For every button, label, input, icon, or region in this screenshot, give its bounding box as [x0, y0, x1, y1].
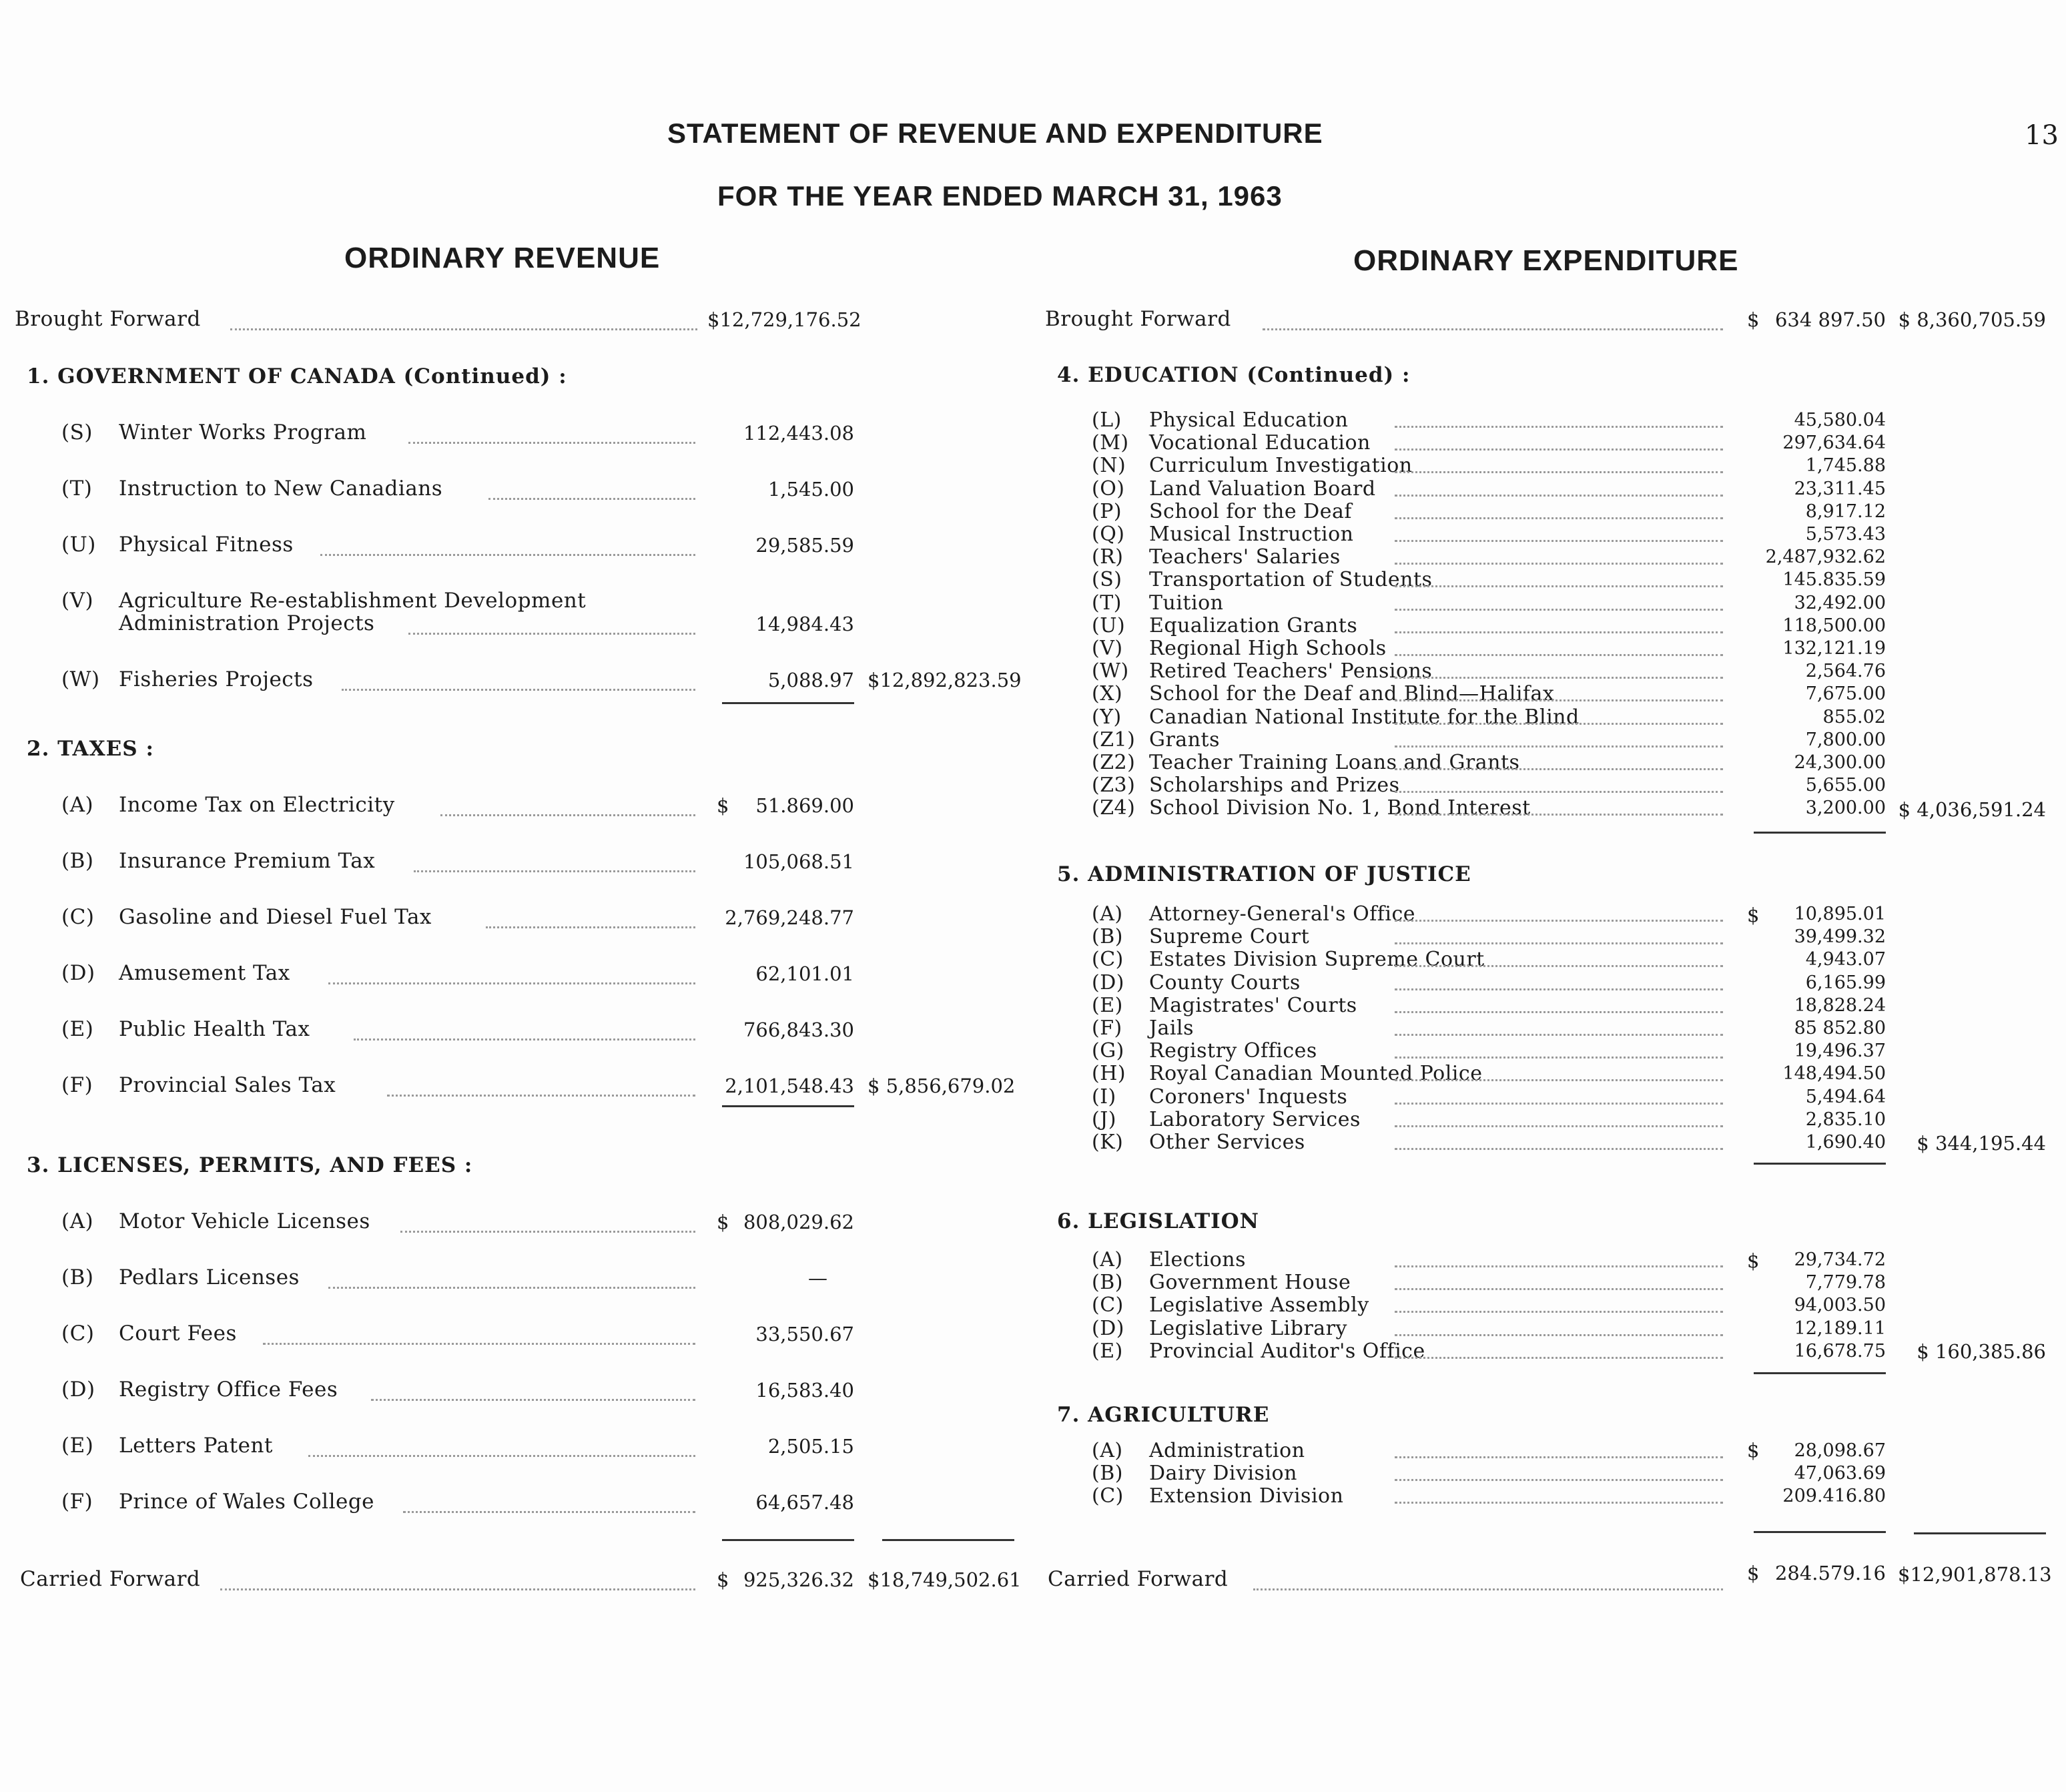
list-item: (C) Gasoline and Diesel Fuel Tax	[61, 905, 432, 929]
list-item: (D) County Courts	[1092, 970, 1301, 994]
item-amount: 39,499.32	[1794, 926, 1886, 948]
item-amount: 2,564.76	[1805, 661, 1886, 682]
section-total: $ 160,385.86	[1917, 1340, 2046, 1363]
list-item: (V) Agriculture Re-establishment Development	[61, 589, 587, 613]
dot-leader	[1395, 517, 1723, 519]
list-item: (A) Motor Vehicle Licenses	[61, 1209, 370, 1233]
dot-leader	[1395, 585, 1723, 587]
dot-leader	[1395, 1456, 1723, 1458]
dot-leader	[1395, 1479, 1723, 1481]
item-amount: 105,068.51	[743, 850, 854, 873]
dot-leader	[1395, 1148, 1723, 1150]
item-amount: 7,800.00	[1805, 729, 1886, 750]
item-amount: 7,675.00	[1805, 683, 1886, 705]
item-amount: 1,745.88	[1805, 455, 1886, 477]
dot-leader	[328, 982, 695, 984]
dot-leader	[1263, 328, 1723, 330]
list-item: (B) Pedlars Licenses	[61, 1265, 300, 1289]
list-item: (C) Extension Division	[1092, 1484, 1344, 1508]
list-item: (G) Registry Offices	[1092, 1039, 1317, 1063]
dot-leader	[1395, 1079, 1723, 1081]
list-item: (E) Magistrates' Courts	[1092, 993, 1357, 1017]
list-item: (D) Registry Office Fees	[61, 1378, 338, 1402]
revenue-title: ORDINARY REVENUE	[344, 242, 661, 274]
item-amount: 2,505.15	[767, 1435, 854, 1458]
dot-leader	[1395, 1265, 1723, 1267]
section-total: $12,892,823.59	[868, 669, 1022, 691]
list-item: (B) Dairy Division	[1092, 1462, 1297, 1486]
list-item: (C) Legislative Assembly	[1092, 1293, 1369, 1317]
dot-leader	[1395, 449, 1723, 451]
subtotal-rule	[1754, 1372, 1886, 1374]
item-amount: 2,487,932.62	[1765, 547, 1886, 568]
item-amount: 297,634.64	[1782, 432, 1886, 454]
dot-leader	[486, 926, 695, 928]
dollar-sign: $	[1747, 1439, 1760, 1462]
expenditure-carried-forward-amount: 284.579.16	[1774, 1562, 1886, 1584]
item-amount: 10,895.01	[1794, 904, 1886, 924]
section-heading: 3. LICENSES, PERMITS, AND FEES :	[27, 1153, 473, 1177]
subtotal-rule	[722, 1539, 854, 1541]
dot-leader	[387, 1095, 695, 1097]
dot-leader	[1395, 1125, 1723, 1127]
page-title: STATEMENT OF REVENUE AND EXPENDITURE	[667, 117, 1323, 149]
item-amount: 766,843.30	[743, 1018, 854, 1041]
item-amount: 62,101.01	[755, 962, 854, 985]
item-amount: 7,779.78	[1805, 1272, 1886, 1293]
dot-leader	[1395, 988, 1723, 990]
list-item: (B) Supreme Court	[1092, 925, 1310, 949]
dot-leader	[320, 554, 695, 556]
dollar-sign: $	[717, 1568, 729, 1591]
list-item: (A) Income Tax on Electricity	[61, 793, 395, 817]
dot-leader	[1395, 942, 1723, 944]
item-amount: 14,984.43	[755, 613, 854, 635]
total-rule	[882, 1539, 1014, 1541]
list-item: (Y) Canadian National Institute for the Blind	[1092, 705, 1580, 729]
item-amount: 16,678.75	[1794, 1340, 1886, 1362]
item-amount: 209.416.80	[1782, 1486, 1886, 1507]
dot-leader	[1395, 609, 1723, 611]
dot-leader	[408, 442, 695, 444]
item-amount: 5,573.43	[1805, 524, 1886, 545]
dot-leader	[220, 1588, 695, 1590]
revenue-carried-forward-amount: 925,326.32	[743, 1568, 854, 1591]
dot-leader	[263, 1343, 695, 1345]
dot-leader	[1395, 920, 1723, 922]
section-heading: 6. LEGISLATION	[1057, 1209, 1260, 1233]
dollar-sign: $	[1747, 1562, 1760, 1584]
dot-leader	[1395, 654, 1723, 656]
revenue-brought-forward-label: Brought Forward	[15, 307, 201, 331]
dollar-sign: $	[717, 794, 729, 817]
revenue-carried-forward-total: $18,749,502.61	[868, 1568, 1022, 1591]
dot-leader	[1395, 631, 1723, 633]
subtotal-rule	[722, 1105, 854, 1107]
item-amount: 28,098.67	[1794, 1440, 1886, 1461]
list-item: (K) Other Services	[1092, 1131, 1305, 1154]
dot-leader	[1395, 814, 1723, 816]
item-amount: 64,657.48	[755, 1491, 854, 1514]
list-item: (N) Curriculum Investigation	[1092, 454, 1413, 478]
item-amount: 51.869.00	[755, 794, 854, 817]
dot-leader	[1253, 1588, 1723, 1590]
list-item: (S) Transportation of Students	[1092, 568, 1433, 592]
item-amount: 2,835.10	[1805, 1109, 1886, 1130]
item-amount: 19,496.37	[1794, 1040, 1886, 1062]
list-item: (E) Public Health Tax	[61, 1017, 310, 1041]
list-item: (C) Estates Division Supreme Court	[1092, 948, 1485, 972]
item-amount: 148,494.50	[1782, 1063, 1886, 1085]
list-item: (W) Retired Teachers' Pensions	[1092, 659, 1433, 683]
expenditure-carried-forward-label: Carried Forward	[1048, 1567, 1229, 1591]
subtotal-rule	[1754, 1163, 1886, 1165]
list-item: (Q) Musical Instruction	[1092, 523, 1354, 546]
section-total: $ 5,856,679.02	[868, 1075, 1016, 1097]
item-amount: 808,029.62	[743, 1211, 854, 1233]
dot-leader	[400, 1231, 695, 1233]
dot-leader	[440, 814, 695, 816]
dot-leader	[1395, 1502, 1723, 1504]
list-item: (A) Administration	[1092, 1439, 1305, 1462]
item-amount: 23,311.45	[1794, 478, 1886, 499]
item-amount: 45,580.04	[1794, 410, 1886, 430]
section-heading: 4. EDUCATION (Continued) :	[1057, 363, 1411, 387]
item-amount: 5,494.64	[1805, 1086, 1886, 1107]
list-item: (D) Amusement Tax	[61, 961, 290, 985]
dot-leader	[1395, 1103, 1723, 1105]
revenue-carried-forward-label: Carried Forward	[20, 1567, 201, 1591]
dot-leader	[1395, 745, 1723, 748]
section-total: $ 344,195.44	[1917, 1132, 2046, 1155]
list-item: (O) Land Valuation Board	[1092, 477, 1376, 501]
dot-leader	[403, 1511, 695, 1513]
list-item: (Z3) Scholarships and Prizes	[1092, 774, 1400, 798]
list-item: (A) Elections	[1092, 1248, 1246, 1271]
list-item: (Z1) Grants	[1092, 727, 1220, 752]
dot-leader	[1395, 563, 1723, 565]
list-item: (L) Physical Education	[1092, 408, 1349, 432]
item-amount: 94,003.50	[1794, 1295, 1886, 1316]
dot-leader	[1395, 1011, 1723, 1013]
item-amount: 6,165.99	[1805, 972, 1886, 993]
list-item: (Z2) Teacher Training Loans and Grants	[1092, 751, 1520, 774]
item-amount: 855.02	[1822, 706, 1886, 727]
dot-leader	[488, 498, 695, 500]
list-item: (F) Provincial Sales Tax	[61, 1073, 336, 1097]
item-amount: —	[808, 1267, 827, 1289]
dot-leader	[1395, 768, 1723, 770]
list-item: (Z4) School Division No. 1, Bond Interest	[1092, 796, 1531, 820]
dot-leader	[1395, 965, 1723, 967]
list-item: (J) Laboratory Services	[1092, 1107, 1361, 1131]
dot-leader	[1395, 540, 1723, 542]
list-item: (H) Royal Canadian Mounted Police	[1092, 1062, 1483, 1086]
section-heading: 5. ADMINISTRATION OF JUSTICE	[1057, 862, 1471, 886]
list-item: (W) Fisheries Projects	[61, 667, 314, 691]
dot-leader	[1395, 426, 1723, 428]
section-heading: 7. AGRICULTURE	[1057, 1403, 1270, 1427]
list-item: (A) Attorney-General's Office	[1092, 902, 1416, 926]
list-item: (I) Coroners' Inquests	[1092, 1085, 1348, 1109]
dot-leader	[371, 1399, 695, 1401]
expenditure-brought-forward-total: $ 8,360,705.59	[1898, 308, 2046, 331]
dot-leader	[1395, 471, 1723, 473]
item-amount: 5,655.00	[1805, 775, 1886, 796]
dot-leader	[1395, 495, 1723, 497]
expenditure-carried-forward-total: $12,901,878.13	[1898, 1563, 2052, 1586]
list-item: (R) Teachers' Salaries	[1092, 545, 1341, 569]
dot-leader	[328, 1287, 695, 1289]
revenue-brought-forward-amount: $12,729,176.52	[707, 308, 862, 331]
item-amount: 3,200.00	[1805, 798, 1886, 819]
list-item: (X) School for the Deaf and Blind—Halifax	[1092, 682, 1555, 706]
dollar-sign: $	[1747, 904, 1760, 926]
item-amount: 2,769,248.77	[725, 906, 854, 929]
item-amount: 145.835.59	[1782, 569, 1886, 591]
item-amount: 12,189.11	[1794, 1317, 1886, 1339]
dot-leader	[1395, 1288, 1723, 1290]
dot-leader	[1395, 1034, 1723, 1036]
list-item: (B) Government House	[1092, 1271, 1351, 1295]
item-amount: 132,121.19	[1782, 638, 1886, 659]
list-item: (U) Equalization Grants	[1092, 613, 1358, 637]
item-amount: 33,550.67	[755, 1323, 854, 1346]
item-amount: 2,101,548.43	[725, 1075, 854, 1097]
item-amount: 47,063.69	[1794, 1463, 1886, 1484]
subtotal-rule	[722, 702, 854, 704]
item-amount: 29,585.59	[755, 534, 854, 557]
item-amount: 16,583.40	[755, 1379, 854, 1402]
list-item: (P) School for the Deaf	[1092, 499, 1352, 523]
dot-leader	[308, 1455, 695, 1457]
list-item: (T) Instruction to New Canadians	[61, 477, 443, 501]
item-amount: 29,734.72	[1794, 1249, 1886, 1270]
dot-leader	[1395, 791, 1723, 793]
list-item: (V) Regional High Schools	[1092, 637, 1387, 660]
page-subtitle: FOR THE YEAR ENDED MARCH 31, 1963	[717, 180, 1283, 212]
list-item: (S) Winter Works Program	[61, 420, 367, 444]
list-item: (U) Physical Fitness	[61, 533, 294, 557]
dot-leader	[230, 328, 697, 330]
item-amount: 1,545.00	[767, 478, 854, 501]
expenditure-brought-forward-amount: 634 897.50	[1774, 308, 1886, 331]
item-amount: 1,690.40	[1805, 1132, 1886, 1153]
item-amount: 32,492.00	[1794, 592, 1886, 613]
dot-leader	[1395, 723, 1723, 725]
dot-leader	[1395, 1311, 1723, 1313]
dot-leader	[342, 689, 695, 691]
dot-leader	[1395, 1057, 1723, 1059]
list-item: (E) Letters Patent	[61, 1434, 273, 1458]
item-amount: 5,088.97	[767, 669, 854, 691]
item-amount: 112,443.08	[743, 422, 854, 444]
list-item: (F) Jails	[1092, 1016, 1194, 1040]
dot-leader	[1395, 699, 1723, 701]
section-heading: 2. TAXES :	[27, 737, 154, 761]
list-item-continuation: Administration Projects	[119, 611, 375, 635]
item-amount: 18,828.24	[1794, 994, 1886, 1016]
list-item: (C) Court Fees	[61, 1321, 237, 1346]
list-item: (D) Legislative Library	[1092, 1316, 1347, 1340]
expenditure-title: ORDINARY EXPENDITURE	[1353, 244, 1739, 277]
dot-leader	[408, 633, 695, 635]
item-amount: 85 852.80	[1794, 1018, 1886, 1038]
list-item: (B) Insurance Premium Tax	[61, 849, 376, 873]
item-amount: 24,300.00	[1794, 752, 1886, 773]
item-amount: 8,917.12	[1805, 501, 1886, 522]
dot-leader	[414, 870, 695, 872]
item-amount: 118,500.00	[1782, 615, 1886, 636]
dollar-sign: $	[1747, 1249, 1760, 1272]
expenditure-brought-forward-label: Brought Forward	[1045, 307, 1231, 331]
subtotal-rule	[1754, 832, 1886, 834]
item-amount: 4,943.07	[1805, 949, 1886, 970]
dot-leader	[354, 1038, 695, 1040]
list-item: (E) Provincial Auditor's Office	[1092, 1339, 1425, 1363]
dollar-sign: $	[717, 1211, 729, 1233]
section-total: $ 4,036,591.24	[1898, 798, 2046, 821]
page-number: 13	[2025, 120, 2059, 151]
list-item: (M) Vocational Education	[1092, 431, 1371, 455]
dot-leader	[1395, 1357, 1723, 1359]
list-item: (F) Prince of Wales College	[61, 1490, 375, 1514]
list-item: (T) Tuition	[1092, 591, 1224, 615]
dollar-sign: $	[1747, 308, 1760, 331]
total-rule	[1914, 1532, 2046, 1534]
dot-leader	[1395, 1334, 1723, 1336]
section-heading: 1. GOVERNMENT OF CANADA (Continued) :	[27, 364, 567, 388]
dot-leader	[1395, 677, 1723, 679]
subtotal-rule	[1754, 1531, 1886, 1533]
